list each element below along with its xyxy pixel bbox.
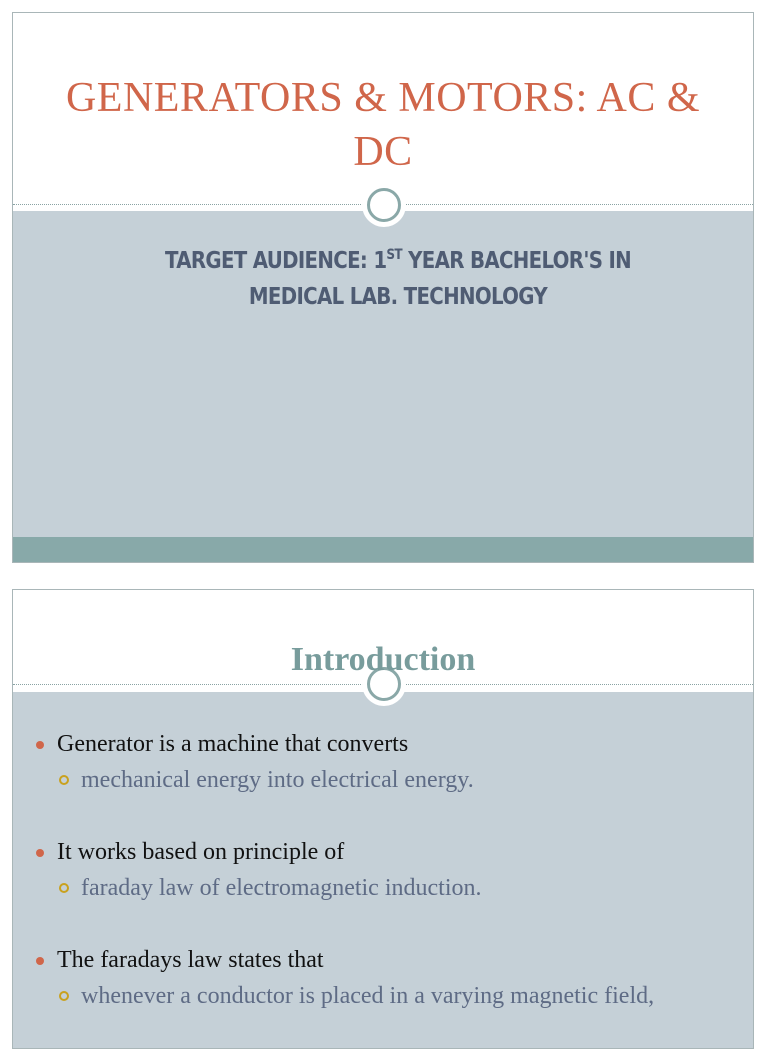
ring-bullet-icon (59, 775, 69, 785)
sub-bullet-item (57, 871, 733, 905)
bullet-item (33, 727, 733, 797)
slide-title: GENERATORS & MOTORS: AC & DC (65, 75, 701, 175)
subtitle-superscript: ST (386, 247, 402, 263)
section-title: Introduction (290, 641, 476, 678)
sub-bullet-list (57, 979, 733, 1013)
ring-bullet-icon (59, 991, 69, 1001)
sub-bullet-text: whenever a conductor is placed in a varying magnetic field, (81, 983, 655, 1009)
sub-bullet-list (57, 871, 733, 905)
footer-band (13, 537, 753, 563)
bullet-item (33, 943, 733, 1013)
title-area (13, 13, 753, 205)
bullet-list (33, 727, 733, 1013)
slide-subtitle (119, 243, 678, 315)
title-area (13, 590, 753, 686)
sub-bullet-text: mechanical energy into electrical energy. (81, 767, 474, 793)
subtitle-text-end: YEAR BACHELOR'S IN MEDICAL LAB. TECHNOLOGY (248, 248, 632, 310)
ring-bullet-icon (59, 883, 69, 893)
introduction-slide (12, 589, 754, 1049)
sub-bullet-item (57, 763, 733, 797)
bullet-item (33, 835, 733, 905)
sub-bullet-text: faraday law of electromagnetic induction. (81, 875, 482, 901)
title-slide (12, 12, 754, 563)
bullet-text: The faradays law states that (57, 947, 324, 973)
bullet-dot-icon (36, 957, 44, 965)
bullet-text: It works based on principle of (57, 839, 345, 865)
sub-bullet-item (57, 979, 733, 1013)
ring-ornament-icon (367, 188, 401, 222)
subtitle-text-start: TARGET AUDIENCE: 1 (164, 248, 387, 274)
bullet-text: Generator is a machine that converts (57, 731, 409, 757)
bullet-dot-icon (36, 849, 44, 857)
bullet-dot-icon (36, 741, 44, 749)
sub-bullet-list (57, 763, 733, 797)
